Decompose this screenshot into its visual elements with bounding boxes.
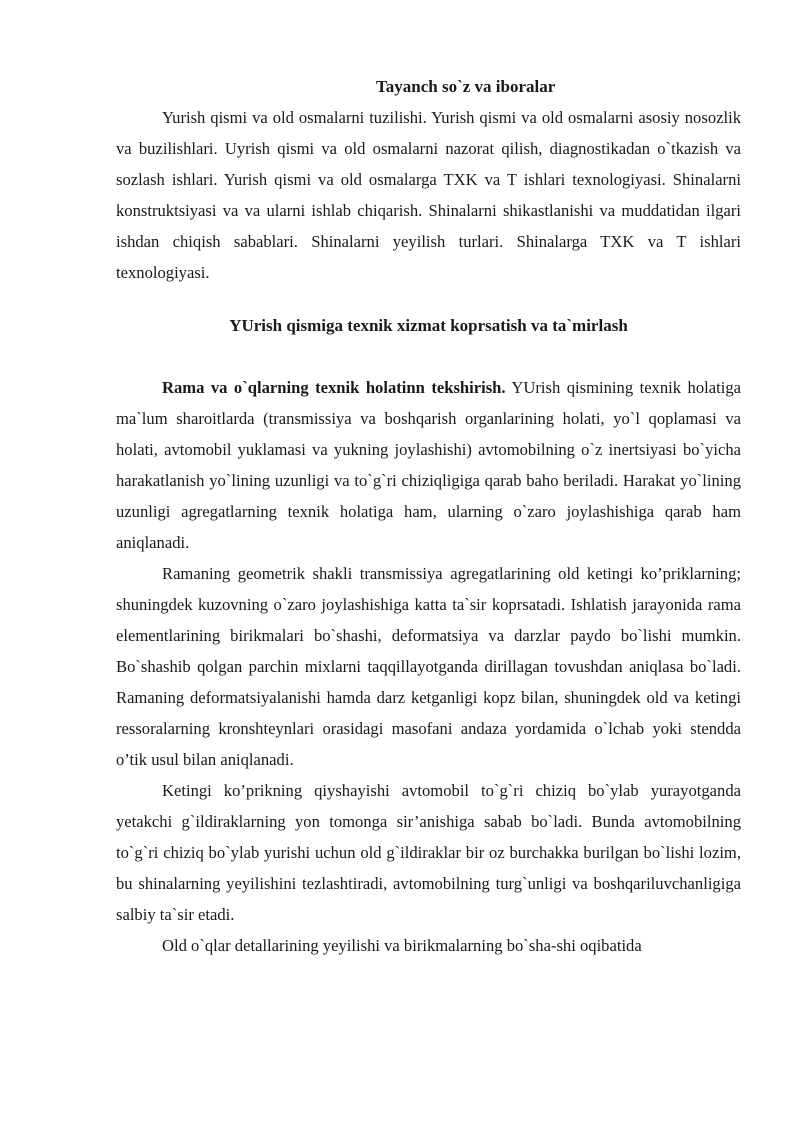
paragraph-rama-geometry: Ramaning geometrik shakli transmissiya agregatlarining old ketingi ko’priklarning; shuningdek kuzovning o`zaro joylashishiga katta ta`sir koprsatadi. Ishlatish jarayonida rama elementlarining birikmalari bo`shashi, deformatsiya va darzlar paydo bo`lishi mumkin. Bo`shashib qolgan parchin mixlarni taqqillayotganda dirillagan tovushdan aniqlasa bo`ladi. Ramaning deformatsiyalanishi hamda darz ketganligi kopz bilan, shuningdek old va ketingi ressoralarning kronshteynlari orasidagi masofani andaza yordamida o`lchab yoki stendda o’tik usul bilan aniqlanadi. [116, 564, 741, 769]
section-title: YUrish qismiga texnik xizmat koprsatish va ta`mirlash [229, 316, 628, 335]
paragraph-rama-check [116, 372, 741, 558]
document-page [116, 71, 741, 961]
keywords-paragraph: Yurish qismi va old osmalarni tuzilishi. Yurish qismi va old osmalarni asosiy nosozlik va buzilishlari. Uyrish qismi va old osmalarni nazorat qilish, diagnostikadan o`tkazish va sozlash ishlari. Yurish qismi va old osmalarga TXK va T ishlari texnologiyasi. Shinalarni konstruktsiyasi va va ularni ishlab chiqarish. Shinalarni shikastlanishi va muddatidan ilgari ishdan chiqish sabablari. Shinalarni yeyilish turlari. Shinalarga TXK va T ishlari texnologiyasi. [116, 108, 741, 282]
keywords-heading: Tayanch so`z va iboralar [376, 77, 556, 96]
paragraph-lead: Rama va o`qlarning texnik holatinn tekshirish. [162, 378, 506, 397]
paragraph-front-axle: Old o`qlar detallarining yeyilishi va birikmalarning bo`sha-shi oqibatida [162, 936, 642, 955]
paragraph-text: YUrish qismining texnik holatiga ma`lum sharoitlarda (transmissiya va boshqarish organlarining holati, yo`l qoplamasi va holati, avtomobil yuklamasi va yukning joylashishi) avtomobilning o`z inertsiyasi bo`yicha harakatlanish yo`lining uzunligi va to`g`ri chiziqligiga qarab baho beriladi. Harakat yo`lining uzunligi agregatlarning texnik holatiga ham, ularning o`zaro joylashishiga qarab ham aniqlanadi. [116, 378, 741, 552]
paragraph-rear-axle: Ketingi ko’prikning qiyshayishi avtomobil to`g`ri chiziq bo`ylab yurayotganda yetakchi g`ildiraklarning yon tomonga sir’anishiga sabab bo`ladi. Bunda avtomobilning to`g`ri chiziq bo`ylab yurishi uchun old g`ildiraklar bir oz burchakka burilgan bo`lishi lozim, bu shinalarning yeyilishini tezlashtiradi, avtomobilning turg`unligi va boshqariluvchanligiga salbiy ta`sir etadi. [116, 781, 741, 924]
blank-line [116, 341, 741, 372]
